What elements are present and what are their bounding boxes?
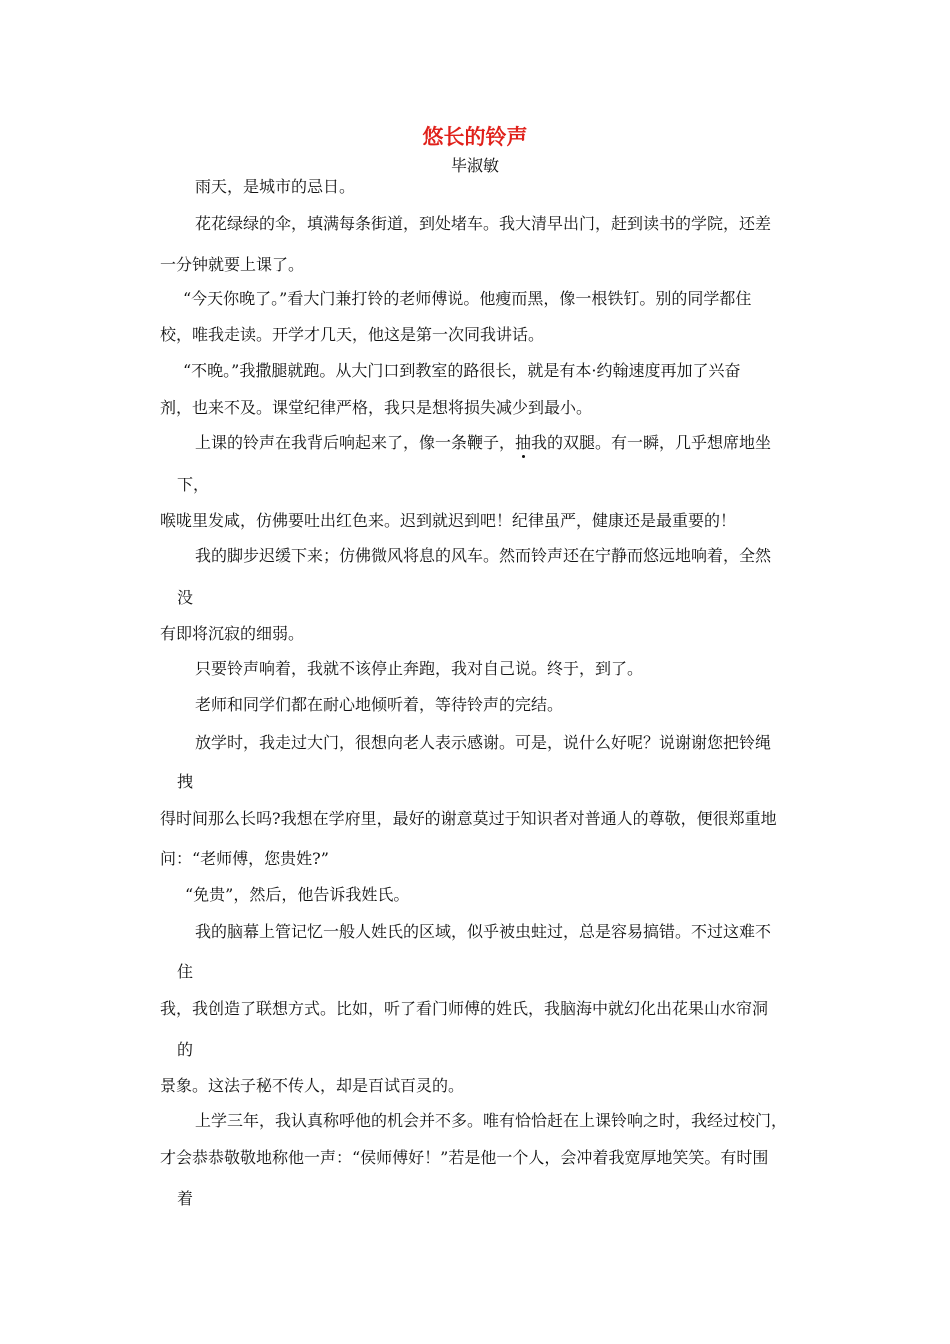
text-line: 放学时，我走过大门，很想向老人表示感谢。可是，说什么好呢？说谢谢您把铃绳 xyxy=(195,733,772,752)
emphasized-character: 抽 xyxy=(515,433,532,452)
text-line: 景象。这法子秘不传人，却是百试百灵的。 xyxy=(160,1076,465,1095)
text-line: 没 xyxy=(177,588,194,607)
text-line: 花花绿绿的伞，填满每条街道，到处堵车。我大清早出门，赶到读书的学院，还差 xyxy=(195,214,772,233)
text-line: 拽 xyxy=(177,772,194,791)
text-segment: 我的双腿。有一瞬，几乎想席地坐 xyxy=(531,433,772,452)
document-title: 悠长的铃声 xyxy=(422,125,528,149)
text-line: 老师和同学们都在耐心地倾听着，等待铃声的完结。 xyxy=(195,695,564,714)
text-line: 着 xyxy=(177,1189,194,1208)
text-line xyxy=(195,433,771,453)
text-line: 只要铃声响着，我就不该停止奔跑，我对自己说。终于，到了。 xyxy=(195,659,644,678)
text-line: 剂，也来不及。课堂纪律严格，我只是想将损失减少到最小。 xyxy=(160,398,593,417)
text-line: 一分钟就要上课了。 xyxy=(160,255,305,274)
text-line: 有即将沉寂的细弱。 xyxy=(160,624,305,643)
text-segment: 上课的铃声在我背后响起来了，像一条鞭子， xyxy=(195,433,516,452)
text-line: 问：“老师傅，您贵姓?” xyxy=(160,849,329,868)
text-line: 我，我创造了联想方式。比如，听了看门师傅的姓氏，我脑海中就幻化出花果山水帘洞 xyxy=(160,999,769,1018)
text-line: 我的脚步迟缓下来；仿佛微风将息的风车。然而铃声还在宁静而悠远地响着，全然 xyxy=(195,546,772,565)
text-line: 我的脑幕上管记忆一般人姓氏的区域，似乎被虫蛀过，总是容易搞错。不过这难不 xyxy=(195,922,772,941)
text-line: 雨天，是城市的忌日。 xyxy=(195,177,356,196)
text-line: 下， xyxy=(177,475,210,494)
text-line: 校，唯我走读。开学才几天，他这是第一次同我讲话。 xyxy=(160,325,545,344)
text-line: 住 xyxy=(177,962,194,981)
text-line: “今天你晚了。”看大门兼打铃的老师傅说。他瘦而黑，像一根铁钉。别的同学都住 xyxy=(183,289,752,308)
text-line: 上学三年，我认真称呼他的机会并不多。唯有恰恰赶在上课铃响之时，我经过校门， xyxy=(195,1111,788,1130)
text-line: “不晚。”我撒腿就跑。从大门口到教室的路很长，就是有本·约翰速度再加了兴奋 xyxy=(183,361,741,380)
text-line: 的 xyxy=(177,1040,194,1059)
author-name: 毕淑敏 xyxy=(450,156,499,175)
text-line: 才会恭恭敬敬地称他一声：“侯师傅好！”若是他一个人，会冲着我宽厚地笑笑。有时围 xyxy=(160,1148,769,1167)
text-line: 喉咙里发咸，仿佛要吐出红色来。迟到就迟到吧！纪律虽严，健康还是最重要的！ xyxy=(160,511,737,530)
text-line: 得时间那么长吗?我想在学府里，最好的谢意莫过于知识者对普通人的尊敬，便很郑重地 xyxy=(160,809,777,828)
text-line: “免贵”，然后，他告诉我姓氏。 xyxy=(185,885,410,904)
